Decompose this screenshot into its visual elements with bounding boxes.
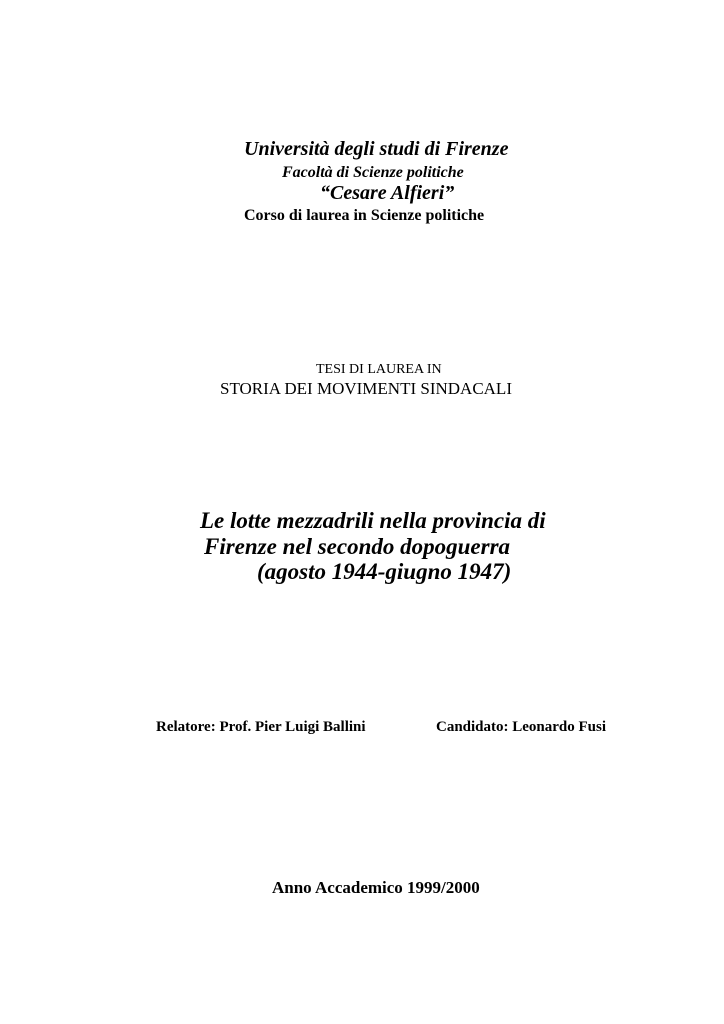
advisor-credit: Relatore: Prof. Pier Luigi Ballini [156,719,366,735]
academic-year: Anno Accademico 1999/2000 [272,878,480,897]
thesis-title-line-3: (agosto 1944-giugno 1947) [257,559,512,584]
faculty-dedication: “Cesare Alfieri” [320,182,455,204]
university-name: Università degli studi di Firenze [244,138,509,160]
thesis-type-label: TESI DI LAUREA IN [316,362,442,377]
thesis-title-line-2: Firenze nel secondo dopoguerra [204,534,511,559]
candidate-credit: Candidato: Leonardo Fusi [436,719,607,735]
thesis-title-line-1: Le lotte mezzadrili nella provincia di [200,508,546,533]
faculty-name: Facoltà di Scienze politiche [282,164,464,181]
degree-course: Corso di laurea in Scienze politiche [244,207,485,224]
thesis-subject: STORIA DEI MOVIMENTI SINDACALI [220,379,512,398]
